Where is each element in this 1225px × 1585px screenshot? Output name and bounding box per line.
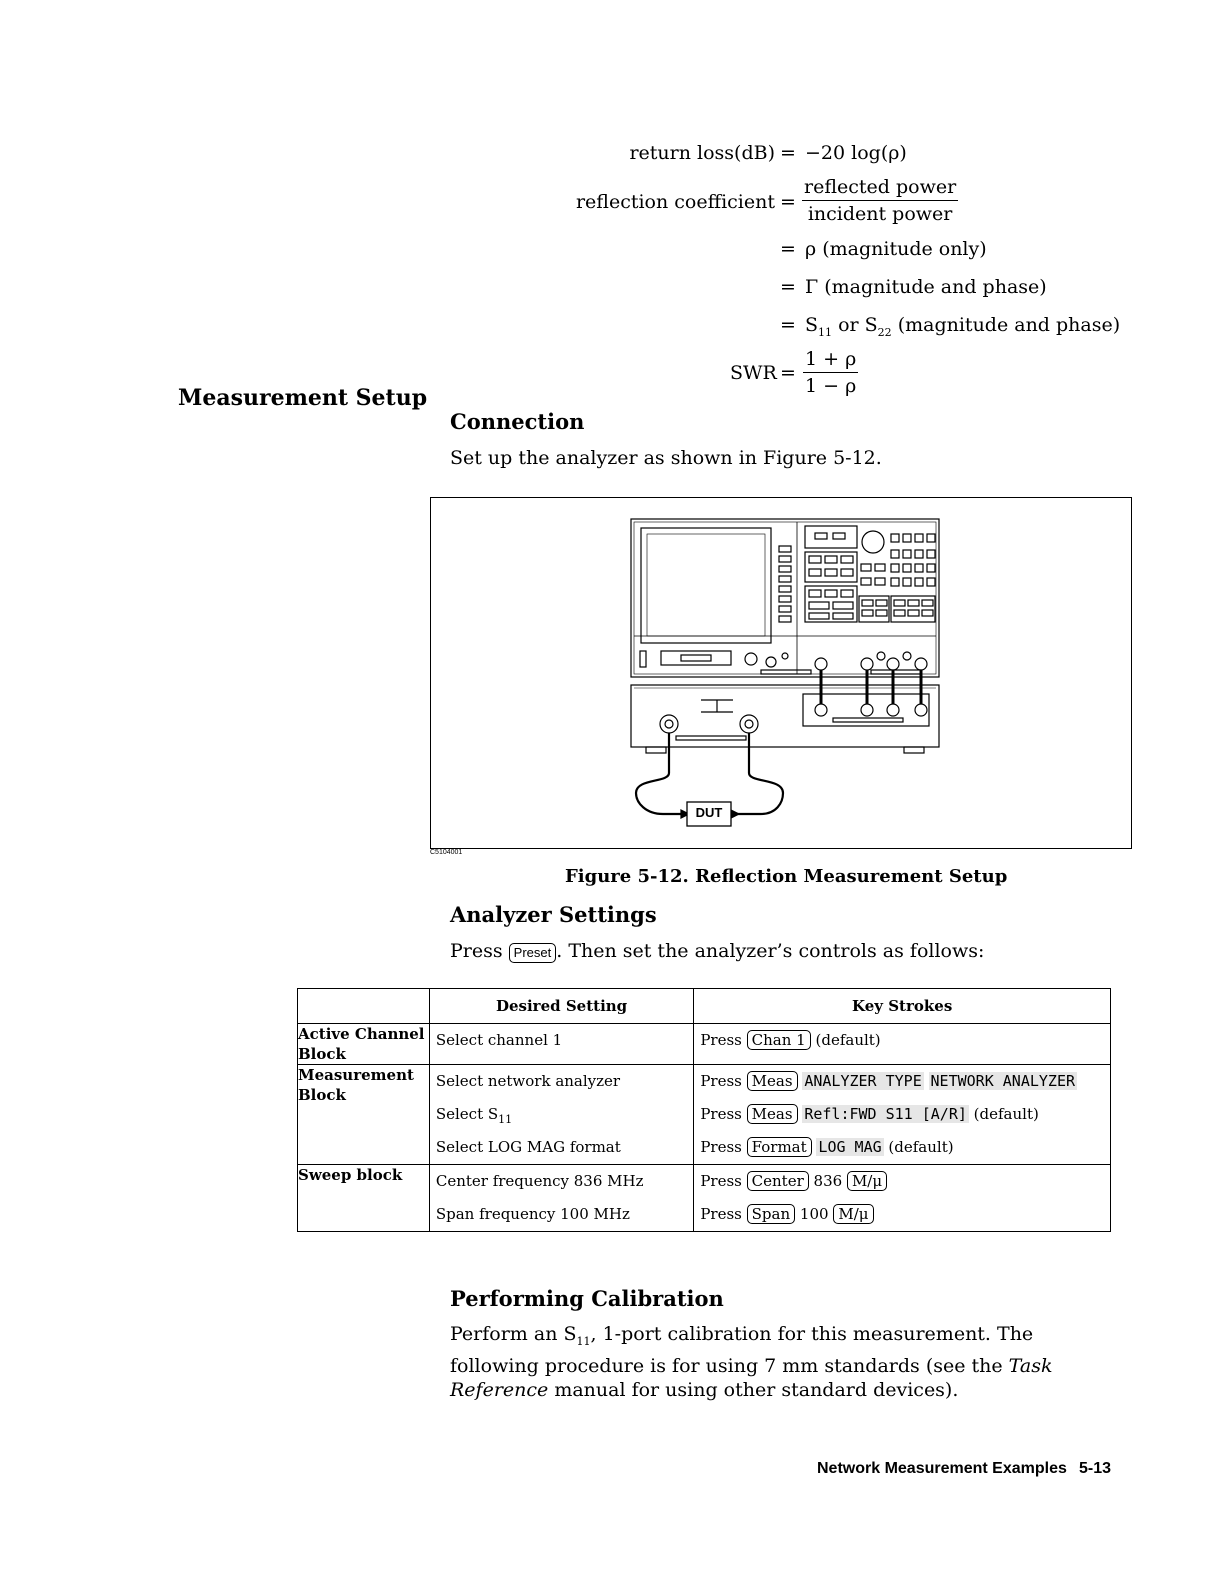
figure-caption: Figure 5-12. Reflection Measurement Setup	[565, 866, 1008, 887]
swr-label: SWR	[730, 362, 777, 384]
calibration-text: Perform an $S_{11}$, 1-port calibration for this measurement. The following procedure is for using 7 mm standards (see the Task Reference manual for using other standard devices).	[450, 1323, 1053, 1401]
row-block-label: Sweep block	[298, 1165, 430, 1232]
key-stroke-line	[694, 1065, 1110, 1098]
return-loss-label: return loss(dB)	[629, 142, 775, 164]
analyzer-setup-diagram	[431, 498, 1131, 848]
figure-id-code: C5104001	[430, 849, 463, 856]
desired-setting-text: Select $S_{11}$	[435, 1105, 513, 1126]
key-strokes-cell	[694, 1165, 1111, 1232]
default-note: (default)	[815, 1031, 881, 1049]
connection-heading: Connection	[450, 409, 585, 434]
gamma-line: Γ (magnitude and phase)	[805, 276, 1047, 298]
dut-label: DUT	[695, 805, 723, 820]
key-strokes-cell	[694, 1024, 1111, 1065]
entry-value: 100	[799, 1205, 829, 1223]
equals-sign: =	[780, 314, 796, 336]
default-note: (default)	[973, 1105, 1039, 1123]
key-stroke-line	[694, 1024, 1110, 1057]
hardkey-m-mu: M/μ	[847, 1171, 887, 1191]
key-stroke-line	[694, 1165, 1110, 1198]
desired-setting-text: Center frequency 836 MHz	[435, 1172, 644, 1190]
hardkey-meas: Meas	[747, 1071, 798, 1091]
desired-setting-text: Select LOG MAG format	[435, 1138, 621, 1156]
reflection-coefficient-label: reflection coefficient	[575, 191, 775, 213]
desired-setting-cell	[429, 1065, 693, 1165]
hardkey-meas: Meas	[747, 1104, 798, 1124]
key-stroke-line	[694, 1198, 1110, 1231]
desired-setting-text: Select network analyzer	[435, 1072, 621, 1090]
swr-fraction	[803, 348, 858, 397]
hardkey-chan-1: Chan 1	[747, 1030, 811, 1050]
equals-sign: =	[780, 191, 796, 213]
hardkey-span: Span	[747, 1204, 795, 1224]
settings-table	[297, 988, 1111, 1232]
preset-instruction: Press Preset . Then set the analyzer’s controls as follows:	[450, 940, 985, 962]
softkey-label: Refl:FWD S11 [A/R]	[804, 1105, 967, 1123]
measurement-setup-heading: Measurement Setup	[178, 385, 428, 411]
desired-setting-cell	[429, 1165, 693, 1232]
reflection-fraction	[802, 176, 958, 225]
table-header-empty	[298, 989, 430, 1024]
row-block-label: Active Channel Block	[298, 1024, 430, 1065]
footer-section: Network Measurement Examples	[817, 1460, 1067, 1477]
return-loss-formula: −20 log(ρ)	[805, 142, 907, 164]
press-label: Press	[700, 1072, 742, 1090]
softkey-label: NETWORK ANALYZER	[930, 1072, 1076, 1090]
row-block-label: Measurement Block	[298, 1065, 430, 1165]
entry-value: 836	[813, 1172, 843, 1190]
key-strokes-cell	[694, 1065, 1111, 1165]
table-row	[298, 1165, 1111, 1232]
hardkey-center: Center	[747, 1171, 809, 1191]
hardkey-format: Format	[747, 1137, 812, 1157]
press-label: Press	[700, 1105, 742, 1123]
table-header-row	[298, 989, 1111, 1024]
table-header-keys: Key Strokes	[694, 989, 1111, 1024]
softkey-label: ANALYZER TYPE	[804, 1072, 922, 1090]
figure-frame	[430, 497, 1132, 849]
table-header-desired: Desired Setting	[429, 989, 693, 1024]
key-stroke-line	[694, 1131, 1110, 1164]
rho-line: ρ (magnitude only)	[805, 238, 987, 260]
table-row	[298, 1024, 1111, 1065]
press-label: Press	[700, 1138, 742, 1156]
default-note: (default)	[888, 1138, 954, 1156]
desired-setting-text: Select channel 1	[435, 1031, 563, 1049]
desired-setting-text: Span frequency 100 MHz	[435, 1205, 630, 1223]
press-label: Press	[700, 1172, 742, 1190]
fraction-denominator: 1 − ρ	[805, 375, 857, 397]
fraction-denominator: incident power	[807, 203, 953, 225]
press-label: Press	[700, 1031, 742, 1049]
preset-key: Preset	[509, 943, 557, 963]
equals-sign: =	[780, 142, 796, 164]
performing-calibration-heading: Performing Calibration	[450, 1286, 724, 1311]
equals-sign: =	[780, 362, 796, 384]
equals-sign: =	[780, 238, 796, 260]
fraction-numerator: 1 + ρ	[803, 348, 858, 373]
analyzer-settings-heading: Analyzer Settings	[450, 902, 657, 927]
desired-setting-cell	[429, 1024, 693, 1065]
s-parameter-line: $S_{11}$ or $S_{22}$ (magnitude and phase)	[805, 314, 1121, 339]
connection-text: Set up the analyzer as shown in Figure 5-12.	[450, 447, 882, 469]
key-stroke-line	[694, 1098, 1110, 1131]
softkey-label: LOG MAG	[818, 1138, 882, 1156]
fraction-numerator: reflected power	[802, 176, 958, 201]
press-label: Press	[700, 1205, 742, 1223]
table-row	[298, 1065, 1111, 1165]
hardkey-m-mu: M/μ	[833, 1204, 873, 1224]
equals-sign: =	[780, 276, 796, 298]
footer-page-number: 5-13	[1079, 1460, 1112, 1477]
